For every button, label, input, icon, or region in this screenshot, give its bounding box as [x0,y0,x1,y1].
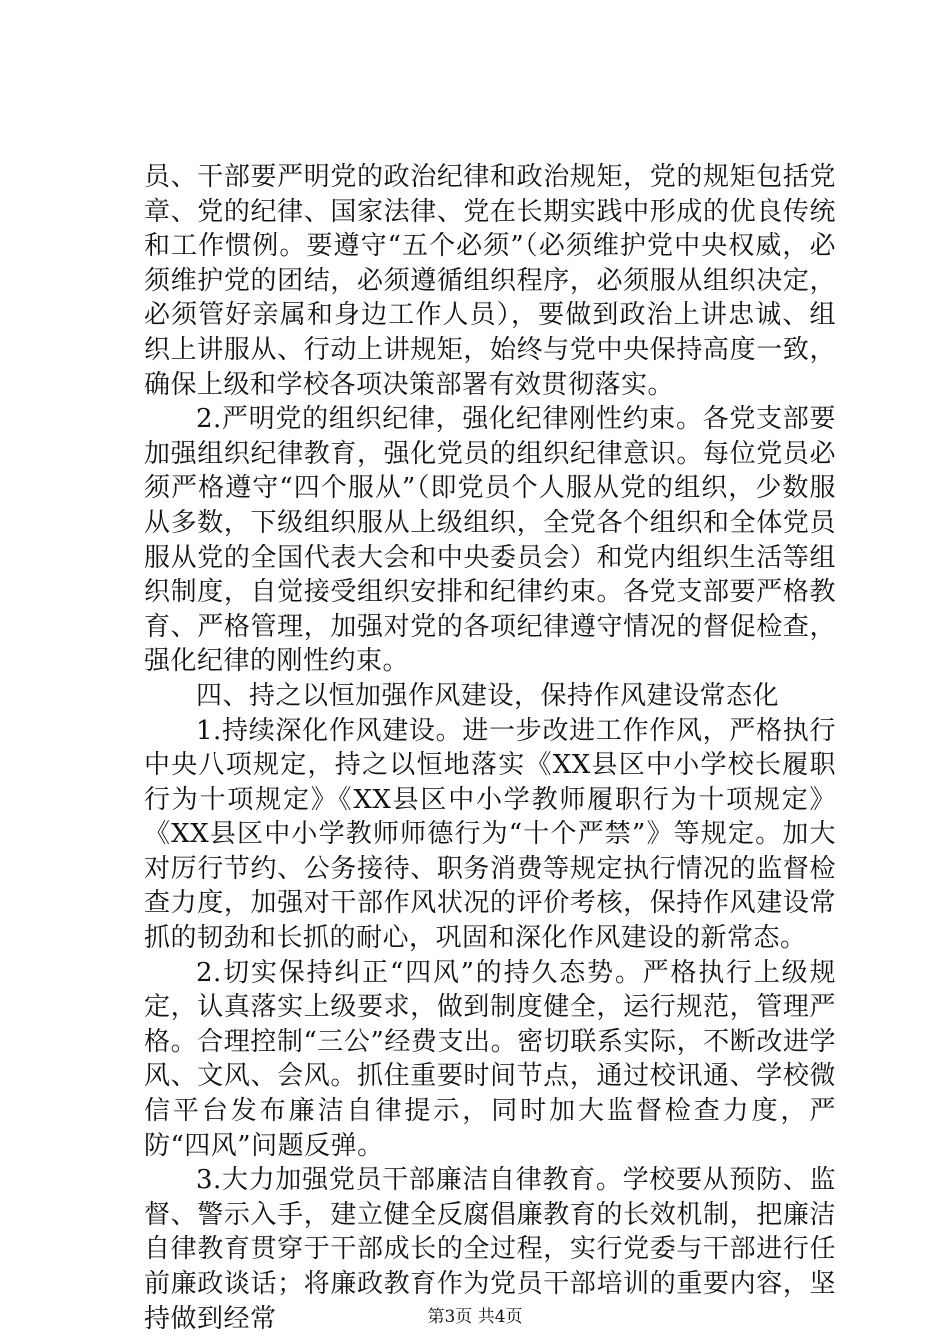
document-body [144,160,836,1336]
paragraph-1: 员、干部要严明党的政治纪律和政治规矩，党的规矩包括党章、党的纪律、国家法律、党在长期实践中形成的优良传统和工作惯例。要遵守“五个必须”（必须维护党中央权威，必须维护党的团结，必须遵循组织程序，必须服从组织决定，必须管好亲属和身边工作人员），要做到政治上讲忠诚、组织上讲服从、行动上讲规矩，始终与党中央保持高度一致，确保上级和学校各项决策部署有效贯彻落实。 [144,162,836,400]
section-heading: 四、持之以恒加强作风建设，保持作风建设常态化 [196,680,780,711]
page-number-footer: 第3页 共4页 [427,1307,523,1327]
paragraph-4: 2.切实保持纠正“四风”的持久态势。严格执行上级规定，认真落实上级要求，做到制度健全，运行规范，管理严格。合理控制“三公”经费支出。密切联系实际，不断改进学风、文风、会风。抓住重要时间节点，通过校讯通、学校微信平台发布廉洁自律提示，同时加大监督检查力度，严防“四风”问题反弹。 [144,957,836,1161]
paragraph-3: 1.持续深化作风建设。进一步改进工作作风，严格执行中央八项规定，持之以恒地落实《XX县区中小学校长履职行为十项规定》《XX县区中小学教师履职行为十项规定》《XX县区中小学教师师德行为“十个严禁”》等规定。加大对厉行节约、公务接待、职务消费等规定执行情况的监督检查力度，加强对干部作风状况的评价考核，保持作风建设常抓的韧劲和长抓的耐心，巩固和深化作风建设的新常态。 [144,715,836,954]
paragraph-5: 3.大力加强党员干部廉洁自律教育。学校要从预防、监督、警示入手，建立健全反腐倡廉教育的长效机制，把廉洁自律教育贯穿于干部成长的全过程，实行党委与干部进行任前廉政谈话；将廉政教育作为党员干部培训的重要内容，坚持做到经常 [144,1165,836,1334]
paragraph-2: 2.严明党的组织纪律，强化纪律刚性约束。各党支部要加强组织纪律教育，强化党员的组织纪律意识。每位党员必须严格遵守“四个服从”（即党员个人服从党的组织，少数服从多数，下级组织服从上级组织，全党各个组织和全体党员服从党的全国代表大会和中央委员会）和党内组织生活等组织制度，自觉接受组织安排和纪律约束。各党支部要严格教育、严格管理，加强对党的各项纪律遵守情况的督促检查，强化纪律的刚性约束。 [144,404,836,677]
